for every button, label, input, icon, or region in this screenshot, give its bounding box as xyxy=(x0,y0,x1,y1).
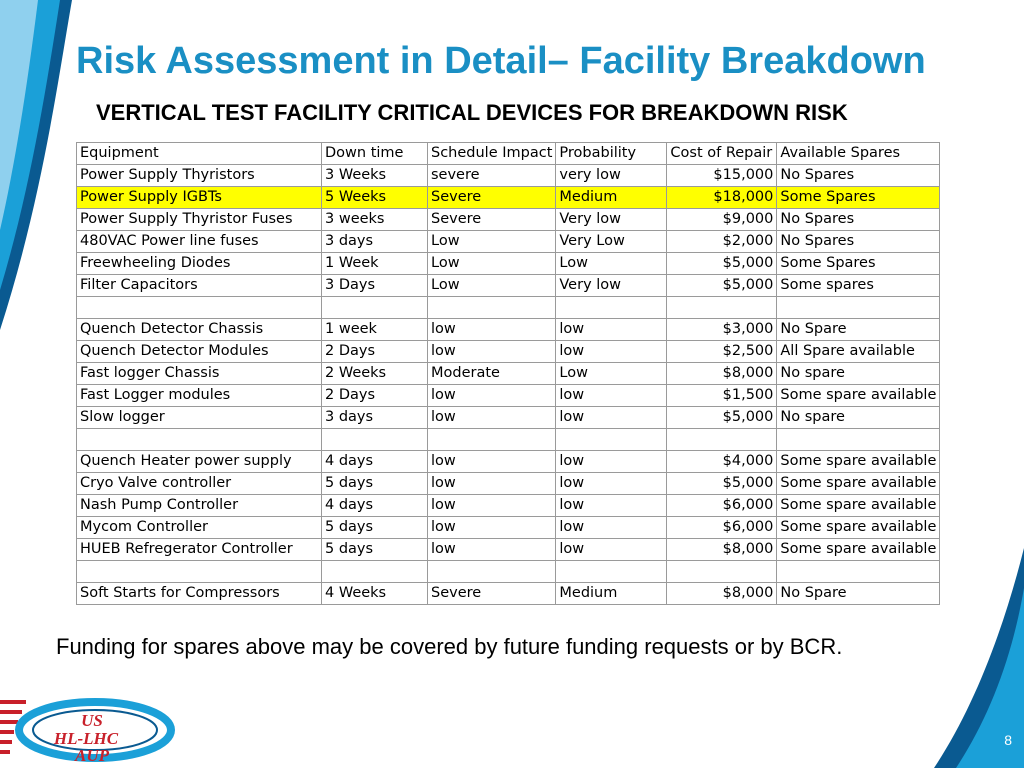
table-row xyxy=(77,341,940,363)
table-row xyxy=(77,319,940,341)
table-cell: low xyxy=(428,341,556,363)
table-cell: low xyxy=(428,451,556,473)
table-row xyxy=(77,209,940,231)
table-cell: Some Spares xyxy=(777,187,940,209)
table-cell: 1 week xyxy=(322,319,428,341)
table-row xyxy=(77,583,940,605)
table-cell: Low xyxy=(428,253,556,275)
table-cell: 5 days xyxy=(322,473,428,495)
table-cell: $15,000 xyxy=(667,165,777,187)
table-cell: 4 days xyxy=(322,451,428,473)
table-cell: 3 days xyxy=(322,407,428,429)
table-cell xyxy=(77,429,322,451)
table-cell: No Spares xyxy=(777,231,940,253)
table-cell: Cryo Valve controller xyxy=(77,473,322,495)
table-cell: Very Low xyxy=(556,231,667,253)
table-header-row xyxy=(77,143,940,165)
table-cell: low xyxy=(428,495,556,517)
table-cell: 3 Weeks xyxy=(322,165,428,187)
table-cell: $1,500 xyxy=(667,385,777,407)
table-cell: $2,000 xyxy=(667,231,777,253)
table-cell: No Spare xyxy=(777,319,940,341)
table-cell: Nash Pump Controller xyxy=(77,495,322,517)
table-row xyxy=(77,407,940,429)
table-cell: low xyxy=(556,451,667,473)
table-header-cell: Cost of Repair xyxy=(667,143,777,165)
table-cell: Low xyxy=(428,231,556,253)
table-cell xyxy=(556,561,667,583)
table-cell: low xyxy=(428,385,556,407)
table-cell: very low xyxy=(556,165,667,187)
table-row xyxy=(77,297,940,319)
table-cell: Power Supply IGBTs xyxy=(77,187,322,209)
table-cell xyxy=(667,429,777,451)
table-row xyxy=(77,385,940,407)
table-cell: $8,000 xyxy=(667,539,777,561)
table-cell: Soft Starts for Compressors xyxy=(77,583,322,605)
table-row xyxy=(77,165,940,187)
table-row xyxy=(77,363,940,385)
table-cell xyxy=(322,429,428,451)
table-cell: Quench Heater power supply xyxy=(77,451,322,473)
table-cell: $9,000 xyxy=(667,209,777,231)
table-row xyxy=(77,253,940,275)
table-cell xyxy=(322,297,428,319)
table-cell xyxy=(777,297,940,319)
table-cell: low xyxy=(556,319,667,341)
table-cell: Severe xyxy=(428,187,556,209)
table-cell xyxy=(322,561,428,583)
table-cell: Low xyxy=(556,253,667,275)
table-cell: severe xyxy=(428,165,556,187)
table-header-cell: Available Spares xyxy=(777,143,940,165)
table-cell: $6,000 xyxy=(667,517,777,539)
table-cell: 5 Weeks xyxy=(322,187,428,209)
table-cell: 4 Weeks xyxy=(322,583,428,605)
table-cell xyxy=(556,297,667,319)
table-cell xyxy=(777,561,940,583)
table-cell: $4,000 xyxy=(667,451,777,473)
table-cell: HUEB Refregerator Controller xyxy=(77,539,322,561)
table-header-cell: Down time xyxy=(322,143,428,165)
logo-text-aup: AUP xyxy=(75,746,109,765)
table-row xyxy=(77,451,940,473)
page-number: 8 xyxy=(1004,732,1012,748)
table-cell: $5,000 xyxy=(667,473,777,495)
table-cell: Medium xyxy=(556,187,667,209)
table-cell: No spare xyxy=(777,407,940,429)
table-cell xyxy=(428,297,556,319)
footnote: Funding for spares above may be covered by future funding requests or by BCR. xyxy=(56,634,843,659)
table-cell: low xyxy=(428,473,556,495)
table-row xyxy=(77,187,940,209)
table-cell: Freewheeling Diodes xyxy=(77,253,322,275)
table-cell: Some spares xyxy=(777,275,940,297)
table-cell: Some Spares xyxy=(777,253,940,275)
table-cell: 5 days xyxy=(322,517,428,539)
table-cell: $18,000 xyxy=(667,187,777,209)
table-cell: 2 Days xyxy=(322,385,428,407)
table-cell xyxy=(77,561,322,583)
table-cell xyxy=(556,429,667,451)
table-cell: $5,000 xyxy=(667,275,777,297)
table-cell xyxy=(77,297,322,319)
table-row xyxy=(77,429,940,451)
table-cell: $3,000 xyxy=(667,319,777,341)
table-cell xyxy=(667,561,777,583)
table-cell: 4 days xyxy=(322,495,428,517)
table-cell: Some spare available xyxy=(777,451,940,473)
table-cell: low xyxy=(556,341,667,363)
table-cell: low xyxy=(556,473,667,495)
table-row xyxy=(77,231,940,253)
table-cell: $8,000 xyxy=(667,363,777,385)
table-cell: 3 days xyxy=(322,231,428,253)
table-cell: $8,000 xyxy=(667,583,777,605)
table-row xyxy=(77,517,940,539)
table-cell xyxy=(428,561,556,583)
table-cell: low xyxy=(556,407,667,429)
table-cell: Low xyxy=(428,275,556,297)
table-cell xyxy=(428,429,556,451)
table-cell: Some spare available xyxy=(777,539,940,561)
table-row xyxy=(77,539,940,561)
table-header-cell: Probability xyxy=(556,143,667,165)
table-row xyxy=(77,275,940,297)
table-cell: Low xyxy=(556,363,667,385)
table-cell: 2 Days xyxy=(322,341,428,363)
table-cell: 3 Days xyxy=(322,275,428,297)
slide-subtitle: VERTICAL TEST FACILITY CRITICAL DEVICES FOR BREAKDOWN RISK xyxy=(96,100,848,125)
logo-text-hl-lhc: HL-LHC xyxy=(53,729,119,748)
table-cell: Fast logger Chassis xyxy=(77,363,322,385)
table-row xyxy=(77,495,940,517)
table-cell: Fast Logger modules xyxy=(77,385,322,407)
table-cell: Some spare available xyxy=(777,495,940,517)
table-cell xyxy=(777,429,940,451)
table-cell: No spare xyxy=(777,363,940,385)
table-cell: 2 Weeks xyxy=(322,363,428,385)
table-cell: low xyxy=(556,385,667,407)
table-cell: 480VAC Power line fuses xyxy=(77,231,322,253)
table-cell: Very low xyxy=(556,275,667,297)
table-cell: Quench Detector Chassis xyxy=(77,319,322,341)
left-swoosh-decoration xyxy=(0,0,80,330)
table-cell: Severe xyxy=(428,583,556,605)
table-cell: 5 days xyxy=(322,539,428,561)
table-cell: Power Supply Thyristors xyxy=(77,165,322,187)
table-cell: No Spare xyxy=(777,583,940,605)
table-row xyxy=(77,561,940,583)
table-cell: low xyxy=(556,539,667,561)
slide-title: Risk Assessment in Detail– Facility Breakdown xyxy=(76,40,926,82)
table-cell: $5,000 xyxy=(667,253,777,275)
us-hl-lhc-aup-logo xyxy=(0,688,180,768)
table-header-cell: Equipment xyxy=(77,143,322,165)
table-header-cell: Schedule Impact xyxy=(428,143,556,165)
table-cell: $6,000 xyxy=(667,495,777,517)
table-cell: low xyxy=(556,517,667,539)
table-cell: low xyxy=(428,517,556,539)
risk-table xyxy=(76,142,940,605)
table-cell: Some spare available xyxy=(777,473,940,495)
table-cell: low xyxy=(428,407,556,429)
table-row xyxy=(77,473,940,495)
table-cell: $5,000 xyxy=(667,407,777,429)
table-cell: Filter Capacitors xyxy=(77,275,322,297)
table-cell: Medium xyxy=(556,583,667,605)
table-cell: No Spares xyxy=(777,209,940,231)
table-cell: Mycom Controller xyxy=(77,517,322,539)
table-cell: Slow logger xyxy=(77,407,322,429)
logo-text-us: US xyxy=(81,711,103,730)
table-cell: Some spare available xyxy=(777,517,940,539)
table-cell: 3 weeks xyxy=(322,209,428,231)
table-cell: Severe xyxy=(428,209,556,231)
table-cell xyxy=(667,297,777,319)
table-cell: $2,500 xyxy=(667,341,777,363)
table-cell: low xyxy=(428,319,556,341)
table-cell: Very low xyxy=(556,209,667,231)
table-cell: Quench Detector Modules xyxy=(77,341,322,363)
table-cell: Power Supply Thyristor Fuses xyxy=(77,209,322,231)
table-cell: 1 Week xyxy=(322,253,428,275)
table-cell: No Spares xyxy=(777,165,940,187)
table-cell: Some spare available xyxy=(777,385,940,407)
table-cell: Moderate xyxy=(428,363,556,385)
table-cell: low xyxy=(556,495,667,517)
table-cell: All Spare available xyxy=(777,341,940,363)
table-cell: low xyxy=(428,539,556,561)
